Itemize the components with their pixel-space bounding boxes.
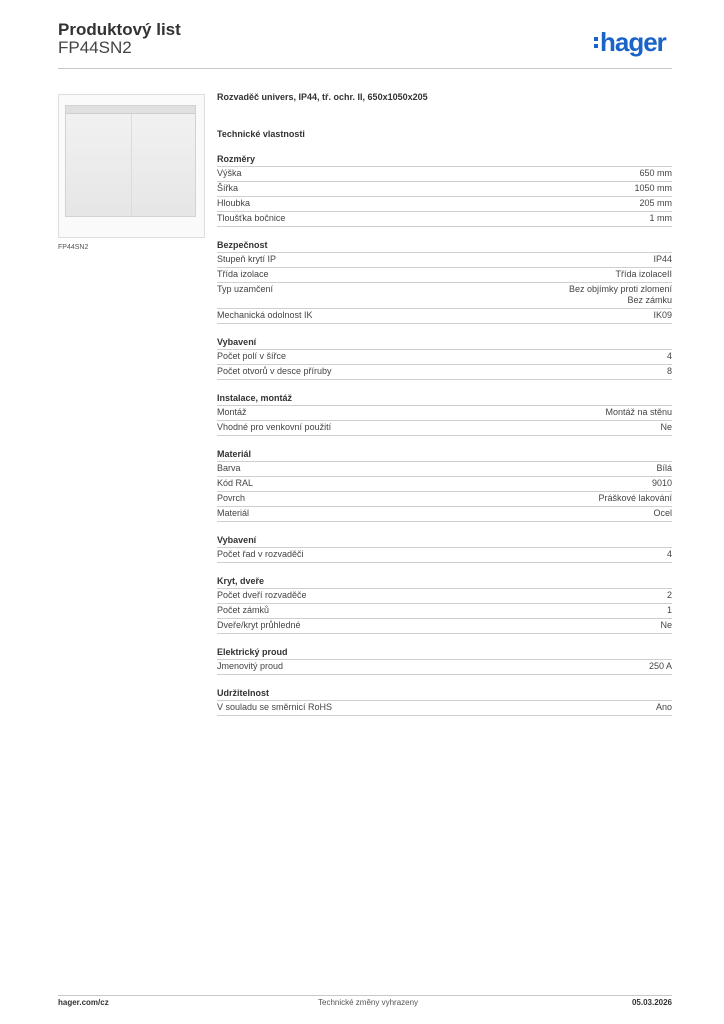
spec-value-line: 4: [666, 548, 672, 559]
spec-section: [217, 449, 672, 522]
spec-value: [650, 213, 673, 224]
spec-value: [569, 284, 672, 306]
spec-section: [217, 576, 672, 634]
spec-row: [217, 282, 672, 308]
footer-divider: [58, 995, 672, 996]
spec-label: Vhodné pro venkovní použití: [217, 421, 332, 432]
spec-label: Dveře/kryt průhledné: [217, 619, 301, 630]
footer-note: Technické změny vyhrazeny: [318, 998, 419, 1007]
spec-value-line: Bez objímky proti zlomení: [568, 284, 672, 294]
spec-column: [217, 92, 672, 716]
spec-label: Hloubka: [217, 198, 251, 208]
spec-value-line: 8: [666, 365, 672, 376]
spec-section: [217, 535, 672, 563]
spec-row: [217, 588, 672, 603]
spec-value: [667, 549, 672, 560]
spec-value: [667, 605, 672, 616]
spec-value: [639, 168, 672, 179]
spec-label: Kód RAL: [217, 477, 254, 488]
spec-label: Povrch: [217, 492, 246, 503]
spec-value: [653, 254, 672, 265]
spec-section: [217, 154, 672, 227]
spec-value-line: 650 mm: [639, 168, 672, 178]
spec-row: [217, 506, 672, 522]
spec-label: Třída izolace: [217, 269, 269, 279]
section-title: Elektrický proud: [217, 646, 288, 657]
spec-label: Počet otvorů v desce příruby: [217, 365, 332, 376]
spec-value-line: 1: [666, 604, 672, 615]
product-description: Rozvaděč univers, IP44, tř. ochr. II, 650x1050x205: [217, 92, 428, 102]
tech-properties-heading: Technické vlastnosti: [217, 129, 305, 139]
spec-value-line: 250 A: [648, 660, 672, 671]
spec-label: Jmenovitý proud: [217, 660, 284, 671]
logo-mark-icon: [594, 37, 598, 48]
spec-value-line: 9010: [651, 477, 672, 488]
spec-row: [217, 267, 672, 282]
spec-value: [653, 508, 672, 519]
spec-label: Typ uzamčení: [217, 284, 274, 294]
spec-label: Stupeň krytí IP: [217, 254, 277, 264]
spec-value-line: 4: [666, 350, 672, 361]
spec-sections: [217, 154, 672, 716]
spec-row: [217, 420, 672, 436]
spec-label: Výška: [217, 168, 242, 178]
spec-row: [217, 308, 672, 324]
spec-value: [667, 590, 672, 601]
spec-value: [649, 661, 672, 672]
spec-value: [667, 366, 672, 377]
spec-row: [217, 491, 672, 506]
spec-value: [660, 422, 672, 433]
footer-website-link[interactable]: hager.com/cz: [58, 998, 109, 1007]
hager-logo[interactable]: [594, 28, 666, 56]
spec-row: [217, 364, 672, 380]
logo-text: hager: [600, 27, 666, 57]
spec-value: [615, 269, 672, 280]
spec-value: [639, 198, 672, 209]
spec-row: [217, 618, 672, 634]
spec-section: [217, 647, 672, 675]
spec-value-line: 2: [666, 589, 672, 600]
spec-row: [217, 603, 672, 618]
section-title: Kryt, dveře: [217, 575, 265, 586]
section-title: Vybavení: [217, 534, 257, 545]
spec-value: [652, 478, 672, 489]
spec-row: [217, 252, 672, 267]
spec-value-line: Ne: [660, 421, 672, 432]
spec-value-line: 1 mm: [649, 213, 672, 223]
spec-value-line: 1050 mm: [634, 183, 672, 193]
spec-label: Počet zámků: [217, 604, 270, 615]
spec-row: [217, 181, 672, 196]
spec-value: [656, 702, 672, 713]
section-title: Materiál: [217, 448, 252, 459]
spec-value: [660, 620, 672, 631]
spec-value-line: Třída izolaceII: [615, 269, 672, 279]
spec-section: [217, 393, 672, 436]
spec-value-line: Ocel: [653, 507, 672, 518]
spec-value-line: Ano: [655, 701, 672, 712]
spec-row: [217, 476, 672, 491]
product-image: [58, 94, 205, 238]
spec-section: [217, 337, 672, 380]
spec-row: [217, 461, 672, 476]
section-title: Vybavení: [217, 336, 257, 347]
section-title: Bezpečnost: [217, 240, 268, 250]
image-caption: FP44SN2: [58, 244, 89, 251]
spec-label: Materiál: [217, 507, 250, 518]
footer-date: 05.03.2026: [631, 998, 672, 1007]
page-title: Produktový list: [58, 20, 181, 39]
header-divider: [58, 68, 672, 69]
spec-value-line: Ne: [660, 619, 672, 630]
spec-row: [217, 211, 672, 227]
spec-value-line: Bílá: [656, 462, 672, 473]
spec-row: [217, 349, 672, 364]
spec-value: [634, 183, 672, 194]
spec-label: Počet řad v rozvaděči: [217, 548, 304, 559]
spec-label: Šířka: [217, 183, 239, 193]
spec-value-line: IK09: [653, 309, 672, 320]
spec-value-line: Montáž na stěnu: [605, 406, 672, 417]
spec-row: [217, 166, 672, 181]
spec-row: [217, 547, 672, 563]
spec-label: Montáž: [217, 406, 247, 417]
product-code: FP44SN2: [58, 38, 132, 57]
spec-label: Mechanická odolnost IK: [217, 309, 313, 320]
spec-value: [653, 310, 672, 321]
spec-value: [667, 351, 672, 362]
spec-value-line: Práškové lakování: [598, 492, 672, 503]
section-title: Instalace, montáž: [217, 392, 293, 403]
spec-row: [217, 659, 672, 675]
spec-section: [217, 688, 672, 716]
spec-value-line: 205 mm: [639, 198, 672, 208]
spec-value-line: IP44: [653, 254, 672, 264]
spec-row: [217, 405, 672, 420]
spec-label: V souladu se směrnicí RoHS: [217, 701, 333, 712]
section-title: Udržitelnost: [217, 687, 270, 698]
spec-label: Počet polí v šířce: [217, 350, 287, 361]
spec-label: Počet dveří rozvaděče: [217, 589, 307, 600]
spec-label: Tloušťka bočnice: [217, 213, 286, 223]
spec-value: [656, 463, 672, 474]
spec-section: [217, 240, 672, 324]
section-title: Rozměry: [217, 154, 256, 164]
spec-row: [217, 196, 672, 211]
spec-row: [217, 700, 672, 716]
spec-label: Barva: [217, 462, 241, 473]
spec-value: [605, 407, 672, 418]
spec-value-line: Bez zámku: [627, 294, 672, 305]
spec-value: [598, 493, 672, 504]
cabinet-icon: [65, 105, 196, 217]
